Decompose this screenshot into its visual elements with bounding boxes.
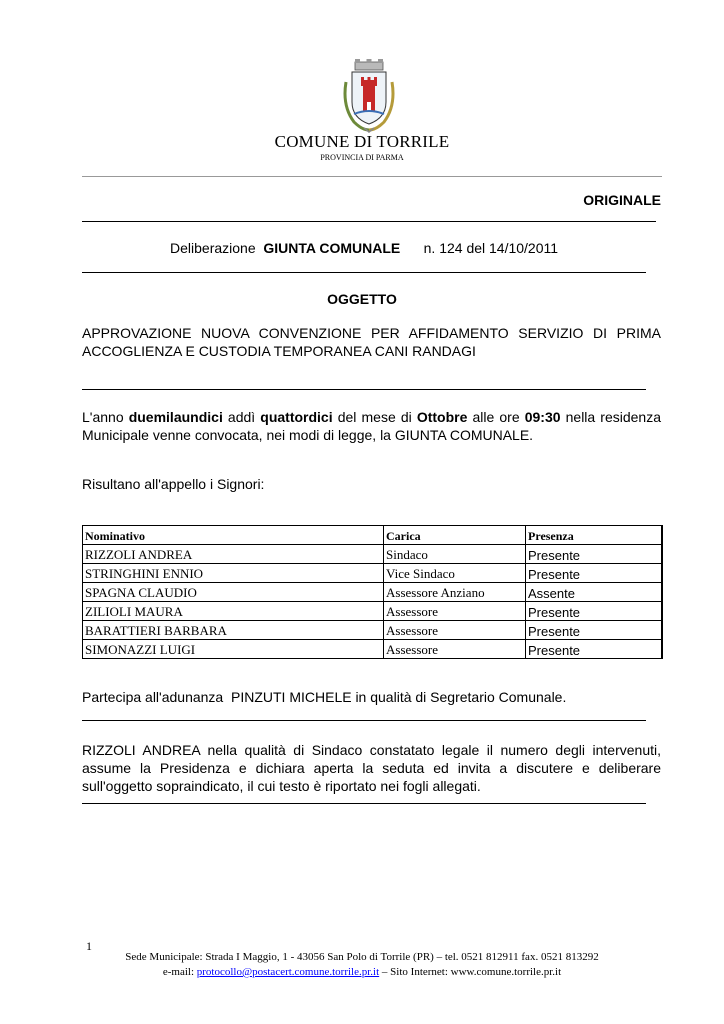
table-row (83, 602, 662, 621)
session-year: duemilaundici (128, 409, 223, 425)
deliberation-line (170, 240, 558, 256)
session-month: Ottobre (416, 409, 468, 425)
province-subtitle: PROVINCIA DI PARMA (320, 153, 404, 162)
divider (82, 389, 646, 390)
divider (82, 803, 646, 804)
member-presence: Assente (526, 583, 662, 602)
member-presence: Presente (526, 545, 662, 564)
member-role: Assessore (384, 640, 526, 659)
session-paragraph (82, 408, 661, 444)
session-day: quattordici (260, 409, 333, 425)
coat-of-arms-icon (340, 58, 398, 134)
deliberation-body: GIUNTA COMUNALE (263, 240, 401, 256)
table-row (83, 545, 662, 564)
document-status: ORIGINALE (583, 192, 661, 208)
email-link[interactable]: protocollo@postacert.comune.torrile.pr.it (196, 966, 380, 978)
table-header-row (83, 526, 662, 545)
member-presence: Presente (526, 564, 662, 583)
divider (82, 221, 656, 222)
municipality-title: COMUNE DI TORRILE (274, 132, 450, 151)
member-role: Assessore Anziano (384, 583, 526, 602)
table-row (83, 640, 662, 659)
member-presence: Presente (526, 602, 662, 621)
column-header-role: Carica (384, 526, 526, 545)
page-number: 1 (86, 939, 92, 953)
session-text: alle ore (467, 409, 525, 425)
roll-call-intro: Risultano all'appello i Signori: (82, 476, 265, 492)
table-row (83, 621, 662, 640)
website-text: – Sito Internet: www.comune.torrile.pr.it (379, 966, 562, 978)
column-header-name: Nominativo (83, 526, 384, 545)
member-name: SPAGNA CLAUDIO (83, 583, 384, 602)
footer-address: Sede Municipale: Strada I Maggio, 1 - 43056 San Polo di Torrile (PR) – tel. 0521 812911 fax. 0521 813292 (125, 951, 599, 963)
table-row (83, 583, 662, 602)
subject-heading: OGGETTO (327, 291, 397, 307)
session-text: nella residenza Municipale venne convocata, nei modi di legge, la GIUNTA COMUNALE. (82, 409, 662, 443)
member-presence: Presente (526, 640, 662, 659)
subject-text: APPROVAZIONE NUOVA CONVENZIONE PER AFFIDAMENTO SERVIZIO DI PRIMA ACCOGLIENZA E CUSTODIA TEMPORANEA CANI RANDAGI (82, 325, 661, 359)
member-role: Assessore (384, 602, 526, 621)
divider (82, 720, 646, 721)
column-header-presence: Presenza (526, 526, 662, 545)
email-label: e-mail: (162, 966, 197, 978)
session-text: L'anno (82, 409, 129, 425)
secretary-line: Partecipa all'adunanza PINZUTI MICHELE in qualità di Segretario Comunale. (82, 689, 567, 705)
footer-contacts (0, 966, 724, 978)
member-name: SIMONAZZI LUIGI (83, 640, 384, 659)
deliberation-prefix: Deliberazione (170, 240, 256, 256)
session-text: addì (222, 409, 261, 425)
member-role: Sindaco (384, 545, 526, 564)
header-divider (82, 176, 662, 177)
member-name: BARATTIERI BARBARA (83, 621, 384, 640)
deliberation-number: n. 124 del 14/10/2011 (423, 240, 559, 256)
member-role: Assessore (384, 621, 526, 640)
session-time: 09:30 (524, 409, 561, 425)
member-name: RIZZOLI ANDREA (83, 545, 384, 564)
session-text: del mese di (332, 409, 417, 425)
divider (82, 272, 646, 273)
closing-paragraph: RIZZOLI ANDREA nella qualità di Sindaco constatato legale il numero degli intervenuti, assume la Presidenza e dichiara aperta la seduta ed invita a discutere e deliberare sull'oggetto sopraindicato, il cui testo è riportato nei fogli allegati. (82, 742, 661, 794)
member-name: STRINGHINI ENNIO (83, 564, 384, 583)
member-role: Vice Sindaco (384, 564, 526, 583)
member-presence: Presente (526, 621, 662, 640)
attendance-table (82, 525, 663, 659)
table-row (83, 564, 662, 583)
member-name: ZILIOLI MAURA (83, 602, 384, 621)
